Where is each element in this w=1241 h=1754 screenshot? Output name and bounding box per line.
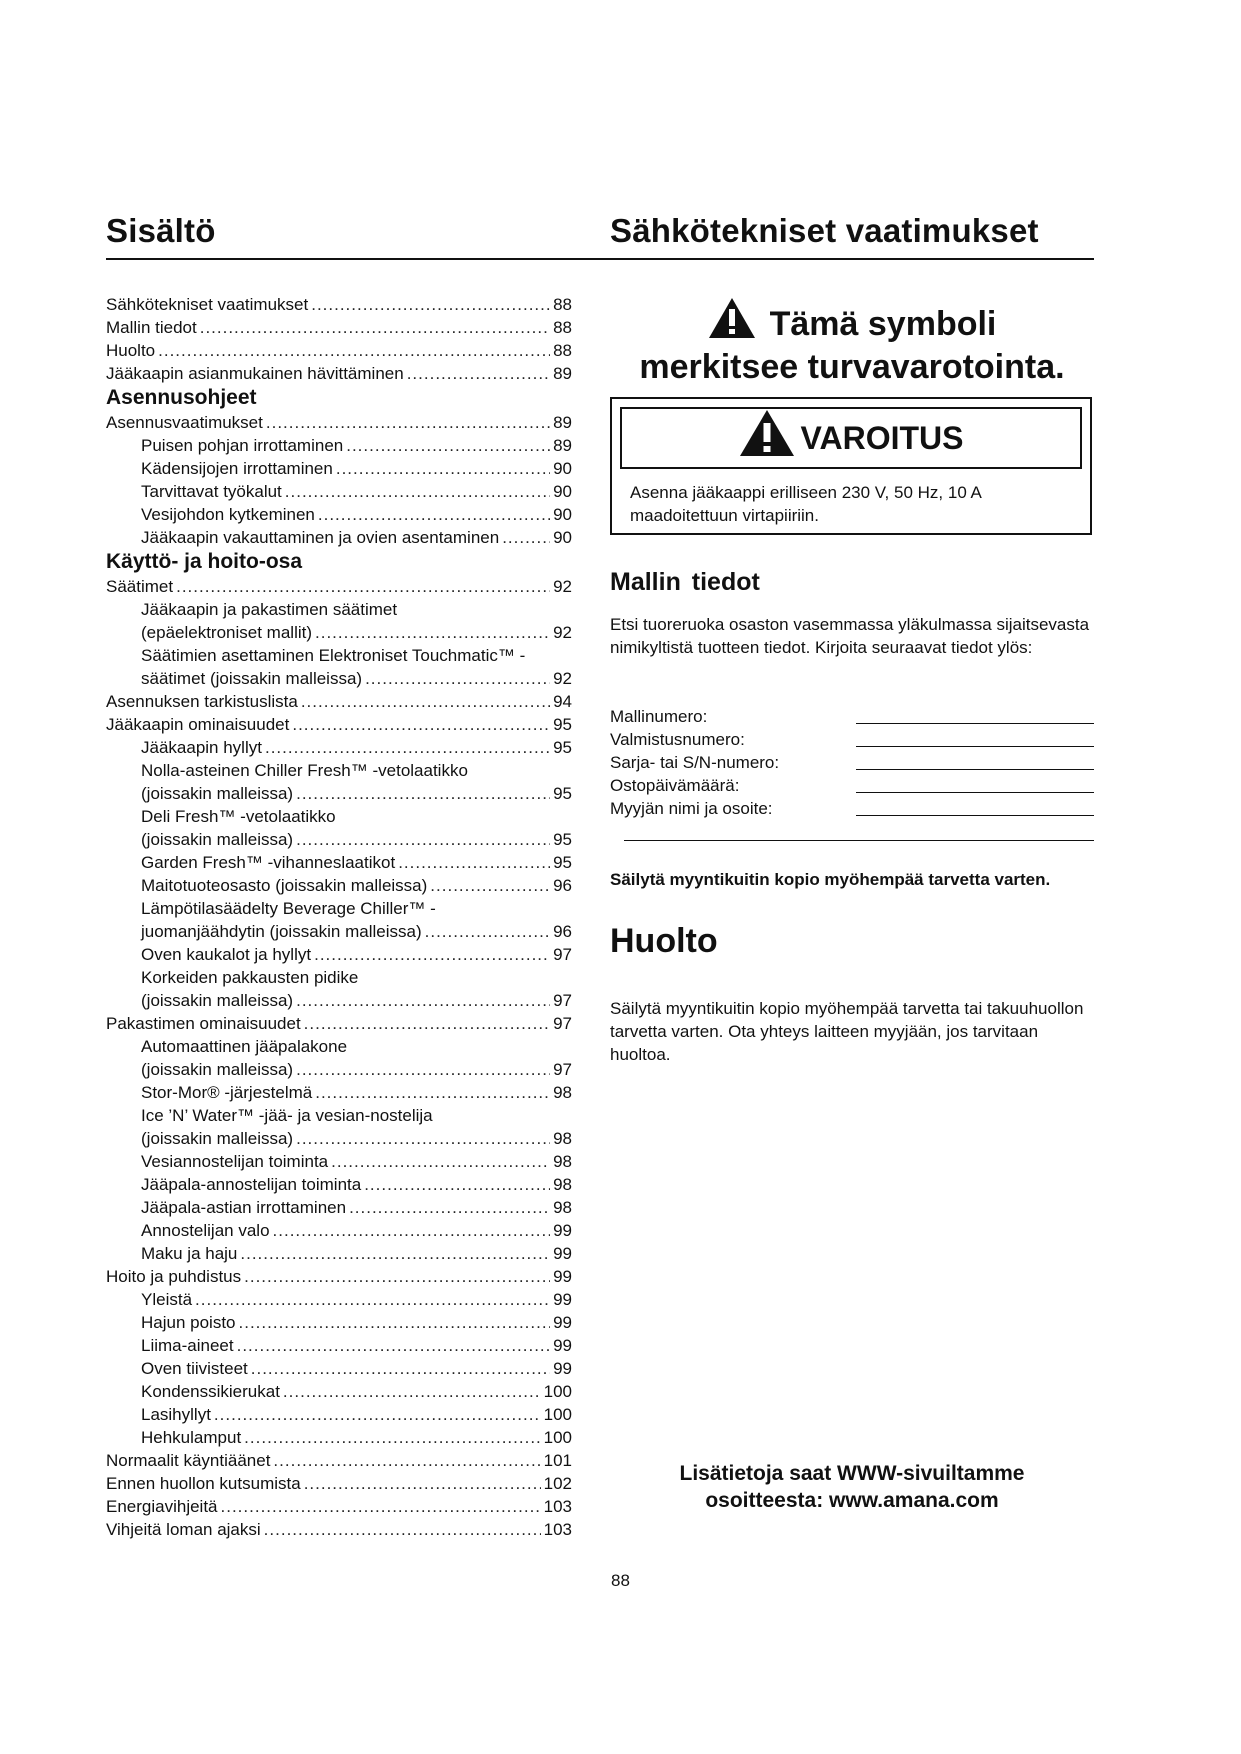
dot-leader bbox=[398, 851, 550, 874]
toc-entry-continued: Lämpötilasäädelty Beverage Chiller™ - bbox=[141, 899, 436, 918]
toc-page-number: 97 bbox=[553, 1014, 572, 1033]
toc-entry-title: Jääkaapin hyllyt bbox=[141, 738, 262, 757]
toc-page-number: 90 bbox=[553, 505, 572, 524]
dot-leader bbox=[304, 1472, 541, 1495]
dot-leader bbox=[176, 575, 550, 598]
dot-leader bbox=[296, 782, 550, 805]
toc-page-number: 100 bbox=[543, 1428, 572, 1447]
toc-entry-title: Säätimet bbox=[106, 577, 174, 596]
dot-leader bbox=[239, 1311, 551, 1334]
dot-leader bbox=[221, 1495, 541, 1518]
toc-page-number: 98 bbox=[553, 1129, 572, 1148]
toc-entry-title: Oven tiivisteet bbox=[141, 1359, 248, 1378]
toc-heading: Sisältö bbox=[106, 212, 216, 249]
toc-entry-title: Hoito ja puhdistus bbox=[106, 1267, 242, 1286]
toc-page-number: 98 bbox=[553, 1083, 572, 1102]
toc-entry-title: Liima-aineet bbox=[141, 1336, 234, 1355]
dot-leader bbox=[244, 1265, 550, 1288]
toc-entry-title: Vesijohdon kytkeminen bbox=[141, 505, 315, 524]
toc-entry-title: Oven kaukalot ja hyllyt bbox=[141, 945, 312, 964]
toc-page-number: 100 bbox=[543, 1382, 572, 1401]
fill-line bbox=[856, 815, 1094, 816]
toc-entry bbox=[106, 316, 572, 339]
dot-leader bbox=[336, 457, 550, 480]
toc-entry-continued: Nolla-asteinen Chiller Fresh™ -vetolaatikko bbox=[141, 761, 468, 780]
toc-entry-title: (joissakin malleissa) bbox=[141, 830, 294, 849]
toc-entry bbox=[106, 1081, 572, 1104]
toc-entry-title: Jääpala-astian irrottaminen bbox=[141, 1198, 347, 1217]
toc-entry bbox=[106, 526, 572, 549]
toc-entry-title: Jääpala-annostelijan toiminta bbox=[141, 1175, 362, 1194]
fill-line bbox=[856, 792, 1094, 793]
toc-entry-title: Asennuksen tarkistuslista bbox=[106, 692, 298, 711]
toc-entry-title: (joissakin malleissa) bbox=[141, 784, 294, 803]
toc-entry-title: (joissakin malleissa) bbox=[141, 1129, 294, 1148]
toc-page-number: 88 bbox=[553, 318, 572, 337]
field-row-manufacture-number bbox=[610, 728, 1094, 751]
toc-page-number: 95 bbox=[553, 853, 572, 872]
fill-line bbox=[856, 746, 1094, 747]
dot-leader bbox=[304, 1012, 550, 1035]
warning-title: VAROITUS bbox=[800, 420, 964, 456]
dot-leader bbox=[283, 1380, 541, 1403]
dot-leader bbox=[214, 1403, 541, 1426]
toc-page-number: 95 bbox=[553, 738, 572, 757]
dot-leader bbox=[311, 293, 550, 316]
toc-page-number: 101 bbox=[543, 1451, 572, 1470]
dot-leader bbox=[425, 920, 550, 943]
toc-page-number: 100 bbox=[543, 1405, 572, 1424]
dot-leader bbox=[315, 621, 550, 644]
dot-leader bbox=[296, 828, 550, 851]
dot-leader bbox=[502, 526, 550, 549]
dot-leader bbox=[200, 316, 550, 339]
toc-entry bbox=[106, 989, 572, 1012]
toc-entry bbox=[106, 480, 572, 503]
toc-entry-title: Puisen pohjan irrottaminen bbox=[141, 436, 344, 455]
toc-entry-title: Stor-Mor® -järjestelmä bbox=[141, 1083, 313, 1102]
header-rule bbox=[106, 258, 1094, 260]
dot-leader bbox=[315, 1081, 550, 1104]
toc-page-number: 97 bbox=[553, 1060, 572, 1079]
field-label: Sarja- tai S/N-numero: bbox=[610, 753, 780, 772]
toc-entry bbox=[106, 828, 572, 851]
dot-leader bbox=[240, 1242, 550, 1265]
toc-entry bbox=[106, 1173, 572, 1196]
toc-page-number: 102 bbox=[543, 1474, 572, 1493]
warning-triangle-icon bbox=[739, 409, 795, 475]
toc-entry-title: Maku ja haju bbox=[141, 1244, 238, 1263]
toc-entry-title: Garden Fresh™ -vihanneslaatikot bbox=[141, 853, 396, 872]
toc-entry-title: Hehkulamput bbox=[141, 1428, 242, 1447]
dot-leader bbox=[266, 411, 550, 434]
toc-entry bbox=[106, 1012, 572, 1035]
toc-entry bbox=[106, 621, 572, 644]
dot-leader bbox=[318, 503, 550, 526]
toc-page-number: 99 bbox=[553, 1359, 572, 1378]
toc-page-number: 92 bbox=[553, 623, 572, 642]
toc-page-number: 88 bbox=[553, 341, 572, 360]
dot-leader bbox=[237, 1334, 550, 1357]
toc-entry-title: Sähkötekniset vaatimukset bbox=[106, 295, 309, 314]
toc-entry-continued: Säätimien asettaminen Elektroniset Touchmatic™ - bbox=[141, 646, 526, 665]
toc-entry-continued: Ice ’N’ Water™ -jää- ja vesian-nostelija bbox=[141, 1106, 433, 1125]
dot-leader bbox=[346, 434, 550, 457]
toc-page-number: 95 bbox=[553, 784, 572, 803]
dot-leader bbox=[273, 1449, 540, 1472]
toc-entry-title: Hajun poisto bbox=[141, 1313, 236, 1332]
fill-line bbox=[856, 723, 1094, 724]
toc-page-number: 97 bbox=[553, 945, 572, 964]
dot-leader bbox=[365, 667, 550, 690]
toc-entry bbox=[106, 457, 572, 480]
toc-entry bbox=[106, 1058, 572, 1081]
toc-entry-title: Vihjeitä loman ajaksi bbox=[106, 1520, 261, 1539]
toc-entry bbox=[106, 362, 572, 385]
field-row-serial-number bbox=[610, 751, 1094, 774]
field-row-purchase-date bbox=[610, 774, 1094, 797]
warning-text: Asenna jääkaappi erilliseen 230 V, 50 Hz, 10 A maadoitettuun virtapiiriin. bbox=[630, 483, 981, 525]
toc-entry bbox=[106, 1357, 572, 1380]
toc-entry-title: Normaalit käyntiäänet bbox=[106, 1451, 271, 1470]
toc-entry bbox=[106, 1403, 572, 1426]
toc-page-number: 96 bbox=[553, 922, 572, 941]
toc-entry bbox=[106, 1495, 572, 1518]
dot-leader bbox=[314, 943, 550, 966]
toc-entry-title: Jääkaapin asianmukainen hävittäminen bbox=[106, 364, 404, 383]
toc-entry-title: Mallin tiedot bbox=[106, 318, 197, 337]
safety-symbol-text-2: merkitsee turvavarotointa. bbox=[639, 348, 1065, 386]
toc-entry bbox=[106, 874, 572, 897]
warning-header bbox=[620, 407, 1082, 469]
toc-page-number: 90 bbox=[553, 482, 572, 501]
dot-leader bbox=[264, 1518, 541, 1541]
toc-entry bbox=[106, 690, 572, 713]
dot-leader bbox=[364, 1173, 550, 1196]
fill-line bbox=[856, 769, 1094, 770]
table-of-contents bbox=[106, 293, 572, 1541]
toc-entry bbox=[106, 713, 572, 736]
dot-leader bbox=[301, 690, 550, 713]
field-label: Valmistusnumero: bbox=[610, 730, 745, 749]
dot-leader bbox=[273, 1219, 551, 1242]
safety-symbol-text-1: Tämä symboli bbox=[769, 305, 997, 343]
toc-entry bbox=[106, 1288, 572, 1311]
toc-page-number: 92 bbox=[553, 669, 572, 688]
toc-page-number: 98 bbox=[553, 1198, 572, 1217]
dot-leader bbox=[251, 1357, 550, 1380]
field-label: Ostopäivämäärä: bbox=[610, 776, 740, 795]
toc-page-number: 89 bbox=[553, 364, 572, 383]
toc-entry bbox=[106, 503, 572, 526]
toc-entry bbox=[106, 1380, 572, 1403]
toc-entry-continued: Jääkaapin ja pakastimen säätimet bbox=[141, 600, 398, 619]
toc-entry-title: Kädensijojen irrottaminen bbox=[141, 459, 333, 478]
page-number: 88 bbox=[611, 1571, 630, 1590]
dot-leader bbox=[296, 1127, 550, 1150]
toc-entry-title: Ennen huollon kutsumista bbox=[106, 1474, 301, 1493]
toc-entry bbox=[106, 943, 572, 966]
safety-symbol-line-1 bbox=[610, 297, 1094, 348]
toc-entry-title: Pakastimen ominaisuudet bbox=[106, 1014, 301, 1033]
toc-page-number: 94 bbox=[553, 692, 572, 711]
toc-section-heading: Käyttö- ja hoito-osa bbox=[106, 550, 303, 573]
service-text: Säilytä myyntikuitin kopio myöhempää tarvetta tai takuuhuollon tarvetta varten. Ota yhteys laitteen myyjään, jos tarvitaan huoltoa. bbox=[610, 999, 1084, 1064]
toc-page-number: 103 bbox=[543, 1520, 572, 1539]
field-row-seller bbox=[610, 797, 1094, 820]
dot-leader bbox=[285, 480, 550, 503]
keep-receipt-note: Säilytä myyntikuitin kopio myöhempää tarvetta varten. bbox=[610, 870, 1051, 889]
toc-entry-continued: Automaattinen jääpalakone bbox=[141, 1037, 348, 1056]
website-note-line-1: Lisätietoja saat WWW-sivuiltamme bbox=[679, 1462, 1025, 1485]
toc-page-number: 95 bbox=[553, 715, 572, 734]
toc-page-number: 90 bbox=[553, 459, 572, 478]
dot-leader bbox=[407, 362, 550, 385]
dot-leader bbox=[296, 1058, 550, 1081]
field-row-model-number bbox=[610, 705, 1094, 728]
warning-triangle-icon bbox=[708, 297, 756, 348]
toc-page-number: 95 bbox=[553, 830, 572, 849]
toc-entry bbox=[106, 1127, 572, 1150]
toc-entry bbox=[106, 1518, 572, 1541]
toc-entry bbox=[106, 736, 572, 759]
toc-page-number: 97 bbox=[553, 991, 572, 1010]
toc-page-number: 92 bbox=[553, 577, 572, 596]
dot-leader bbox=[296, 989, 550, 1012]
toc-entry bbox=[106, 920, 572, 943]
dot-leader bbox=[265, 736, 550, 759]
toc-entry bbox=[106, 1426, 572, 1449]
toc-entry bbox=[106, 339, 572, 362]
toc-entry-title: Jääkaapin ominaisuudet bbox=[106, 715, 290, 734]
website-note-line-2: osoitteesta: www.amana.com bbox=[705, 1489, 999, 1512]
fill-line-long bbox=[624, 840, 1094, 841]
toc-entry bbox=[106, 411, 572, 434]
warning-box bbox=[610, 397, 1092, 535]
toc-entry-title: Lasihyllyt bbox=[141, 1405, 211, 1424]
toc-page-number: 99 bbox=[553, 1221, 572, 1240]
toc-entry-title: juomanjäähdytin (joissakin malleissa) bbox=[141, 922, 422, 941]
toc-entry-title: Kondenssikierukat bbox=[141, 1382, 280, 1401]
toc-entry-continued: Korkeiden pakkausten pidike bbox=[141, 968, 359, 987]
toc-entry-title: (joissakin malleissa) bbox=[141, 1060, 294, 1079]
toc-entry bbox=[106, 1150, 572, 1173]
toc-entry bbox=[106, 1219, 572, 1242]
service-heading: Huolto bbox=[610, 922, 718, 960]
toc-entry bbox=[106, 1265, 572, 1288]
toc-page-number: 99 bbox=[553, 1244, 572, 1263]
toc-entry-title: Energiavihjeitä bbox=[106, 1497, 218, 1516]
toc-entry-title: (joissakin malleissa) bbox=[141, 991, 294, 1010]
toc-entry bbox=[106, 293, 572, 316]
toc-page-number: 89 bbox=[553, 413, 572, 432]
toc-entry-continued: Deli Fresh™ -vetolaatikko bbox=[141, 807, 336, 826]
model-info-fields bbox=[610, 705, 1094, 820]
toc-entry-title: säätimet (joissakin malleissa) bbox=[141, 669, 363, 688]
dot-leader bbox=[430, 874, 550, 897]
toc-entry bbox=[106, 851, 572, 874]
toc-entry-title: Huolto bbox=[106, 341, 156, 360]
toc-page-number: 99 bbox=[553, 1267, 572, 1286]
toc-entry-title: Vesiannostelijan toiminta bbox=[141, 1152, 329, 1171]
toc-entry-title: Jääkaapin vakauttaminen ja ovien asentaminen bbox=[141, 528, 500, 547]
toc-entry-title: Annostelijan valo bbox=[141, 1221, 270, 1240]
model-info-text: Etsi tuoreruoka osaston vasemmassa yläkulmassa sijaitsevasta nimikyltistä tuotteen tiedot. Kirjoita seuraavat tiedot ylös: bbox=[610, 615, 1090, 657]
toc-entry bbox=[106, 1472, 572, 1495]
toc-entry bbox=[106, 667, 572, 690]
dot-leader bbox=[244, 1426, 540, 1449]
dot-leader bbox=[331, 1150, 550, 1173]
field-label: Myyjän nimi ja osoite: bbox=[610, 799, 773, 818]
toc-page-number: 98 bbox=[553, 1175, 572, 1194]
toc-page-number: 90 bbox=[553, 528, 572, 547]
toc-entry bbox=[106, 1334, 572, 1357]
toc-page-number: 88 bbox=[553, 295, 572, 314]
dot-leader bbox=[349, 1196, 550, 1219]
toc-entry-title: (epäelektroniset mallit) bbox=[141, 623, 313, 642]
toc-entry-title: Tarvittavat työkalut bbox=[141, 482, 282, 501]
toc-entry-title: Yleistä bbox=[141, 1290, 193, 1309]
dot-leader bbox=[195, 1288, 550, 1311]
toc-page-number: 99 bbox=[553, 1336, 572, 1355]
toc-page-number: 98 bbox=[553, 1152, 572, 1171]
dot-leader bbox=[158, 339, 550, 362]
toc-entry-title: Maitotuoteosasto (joissakin malleissa) bbox=[141, 876, 428, 895]
toc-section-heading: Asennusohjeet bbox=[106, 386, 257, 409]
section-heading-electrical: Sähkötekniset vaatimukset bbox=[610, 212, 1039, 249]
toc-entry bbox=[106, 1449, 572, 1472]
toc-entry bbox=[106, 434, 572, 457]
toc-page-number: 99 bbox=[553, 1290, 572, 1309]
toc-page-number: 103 bbox=[543, 1497, 572, 1516]
dot-leader bbox=[292, 713, 550, 736]
toc-page-number: 96 bbox=[553, 876, 572, 895]
field-label: Mallinumero: bbox=[610, 707, 708, 726]
toc-entry bbox=[106, 575, 572, 598]
toc-entry bbox=[106, 1196, 572, 1219]
toc-entry bbox=[106, 1311, 572, 1334]
model-info-heading: Mallin tiedot bbox=[610, 568, 760, 596]
toc-entry bbox=[106, 1242, 572, 1265]
toc-entry-title: Asennusvaatimukset bbox=[106, 413, 263, 432]
toc-page-number: 89 bbox=[553, 436, 572, 455]
toc-page-number: 99 bbox=[553, 1313, 572, 1332]
toc-entry bbox=[106, 782, 572, 805]
